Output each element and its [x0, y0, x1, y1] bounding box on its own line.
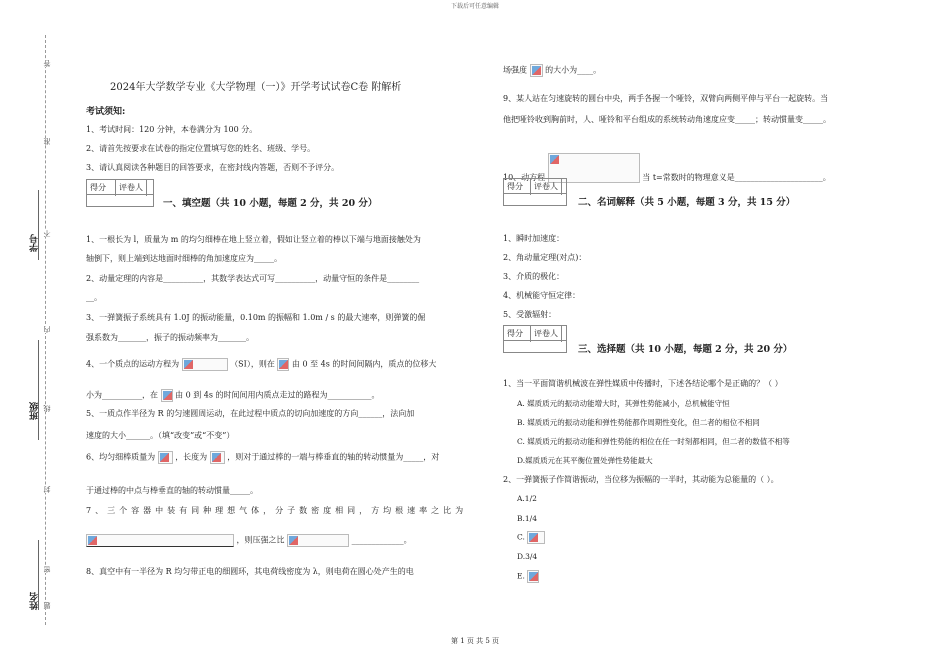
term-item: 4、机械能守恒定律： [503, 291, 581, 300]
name-label: 姓名 [30, 592, 40, 610]
option-text: C. [517, 532, 525, 542]
question-text: 的大小为____。 [545, 65, 602, 75]
class-field[interactable] [38, 340, 39, 440]
formula-image [161, 389, 173, 402]
question-line: 强系数为_______，振子的振动频率为_______。 [86, 333, 254, 342]
seal-mark: 密 [43, 566, 51, 573]
instruction-item: 1、考试时间：120 分钟，本卷满分为 100 分。 [86, 125, 258, 134]
score-box [86, 179, 154, 207]
answer-option [517, 570, 539, 583]
seal-mark: 线 [43, 405, 51, 412]
question-line: 轴倒下，则上端到达地面时细棒的角加速度应为_____。 [86, 254, 282, 263]
question-line: 他把哑铃收到胸前时，人、哑铃和平台组成的系统转动角速度应变_____；转动惯量变_____。 [503, 115, 831, 124]
question-text: 6、均匀细棒质量为 [86, 452, 156, 462]
answer-option: A.1/2 [517, 494, 537, 503]
seal-mark: 题 [43, 602, 51, 609]
answer-option: A. 媒质质元的振动动能增大时，其弹性势能减小，总机械能守恒 [517, 399, 730, 408]
question-text: ，则对于通过棒的一端与棒垂直的轴的转动惯量为_____，对 [227, 452, 440, 462]
formula-image [530, 64, 543, 77]
formula-image [86, 534, 234, 547]
question-line: 9、某人站在匀速旋转的圆台中央，两手各握一个哑铃，双臂向两侧平伸与平台一起旋转。当 [503, 94, 829, 103]
question-line [86, 389, 380, 402]
section2-title: 二、名词解释（共 5 小题，每题 3 分，共 15 分） [578, 197, 796, 208]
formula-image [527, 570, 539, 583]
name-field[interactable] [38, 540, 39, 610]
question-text: 小为__________，在 [86, 390, 158, 400]
instructions-heading: 考试须知: [86, 107, 126, 117]
seal-mark: 准 [43, 138, 51, 145]
question-text: ，则压强之比 [236, 535, 285, 545]
formula-image [158, 451, 173, 464]
page-footer: 第 1 页 共 5 页 [450, 637, 500, 645]
formula-image [277, 358, 289, 371]
grader-label: 评卷人 [116, 180, 147, 196]
formula-image [182, 358, 228, 371]
question-line: __。 [86, 293, 102, 302]
answer-option: C. 媒质质元的振动动能和弹性势能的相位在任一时刻都相同，但二者的数值不相等 [517, 437, 790, 446]
question-text: 4、一个质点的运动方程为 [86, 359, 180, 369]
question-line [86, 451, 439, 464]
question-text: 当 t=常数时的物理意义是______________________。 [642, 173, 831, 182]
answer-option: B.1/4 [517, 514, 537, 523]
term-item: 2、角动量定理(对点)： [503, 253, 587, 262]
answer-option: D.3/4 [517, 552, 538, 561]
question-line [503, 64, 601, 77]
seal-mark: 答 [43, 60, 51, 67]
formula-image [527, 531, 545, 544]
formula-image [210, 451, 225, 464]
grader-label: 评卷人 [531, 179, 562, 195]
question-line: 于通过棒的中点与棒垂直的轴的转动惯量_____。 [86, 486, 258, 495]
student-id-field[interactable] [38, 190, 39, 260]
question-text: 10、动方程 [503, 173, 546, 182]
instruction-item: 3、请认真阅读各种题目的回答要求，在密封线内答题，否则不予评分。 [86, 163, 340, 172]
grader-label: 评卷人 [531, 326, 562, 342]
score-label: 得分 [504, 179, 531, 195]
option-text: E. [517, 571, 525, 581]
seal-mark: 内 [43, 326, 51, 333]
score-label: 得分 [504, 326, 531, 342]
section3-title: 三、选择题（共 10 小题，每题 2 分，共 20 分） [578, 344, 793, 355]
formula-image [287, 534, 349, 547]
question-line: 1、当一平面简谐机械波在弹性媒质中传播时，下述各结论哪个是正确的？（ ） [503, 379, 783, 388]
top-note: 下载后可任意编辑 [450, 3, 499, 10]
answer-option: B. 媒质质元的振动动能和弹性势能都作周期性变化，但二者的相位不相同 [517, 418, 760, 427]
question-line: 5、一质点作半径为 R 的匀速圆周运动，在此过程中质点的切向加速度的方向______，法向加 [86, 409, 415, 418]
question-line: 2、一弹簧振子作简谐振动，当位移为振幅的一半时，其动能为总能量的（ ）。 [503, 475, 779, 484]
student-id-label: 学号 [30, 234, 40, 252]
question-text: _____________。 [351, 535, 412, 545]
score-box [503, 325, 567, 353]
instruction-item: 2、请首先按要求在试卷的指定位置填写您的姓名、班级、学号。 [86, 144, 316, 153]
section1-title: 一、填空题（共 10 小题，每题 2 分，共 20 分） [163, 198, 378, 209]
question-text: 场强度 [503, 65, 527, 75]
question-line: 1、一根长为 l，质量为 m 的均匀细棒在地上竖立着，假如让竖立着的棒以下端与地面接触处为 [86, 235, 421, 244]
question-line: 3、一弹簧振子系统具有 1.0J 的振动能量，0.10m 的振幅和 1.0m / s 的最大速率，则弹簧的倔 [86, 313, 426, 322]
seal-mark: 不 [43, 230, 51, 237]
class-label: 班级 [30, 402, 40, 420]
question-line [86, 534, 412, 547]
term-item: 1、瞬时加速度： [503, 234, 565, 243]
question-text: 由 0 到 4s 的时间间用内质点走过的路程为___________。 [175, 390, 380, 400]
question-line: 7、三个容器中装有同种理想气体，分子数密度相同，方均根速率之比为 [86, 506, 468, 515]
answer-option: D.媒质质元在其平衡位置处弹性势能最大 [517, 456, 653, 465]
seal-mark: 封 [43, 486, 51, 493]
question-text: ，长度为 [175, 452, 208, 462]
score-label: 得分 [87, 180, 116, 196]
exam-title: 2024年大学数学专业《大学物理（一）》开学考试试卷C卷 附解析 [110, 82, 402, 93]
score-box [503, 178, 567, 206]
term-item: 3、介质的极化： [503, 272, 565, 281]
term-item: 5、受激辐射： [503, 310, 557, 319]
question-line: 8、真空中有一半径为 R 均匀带正电的细圆环，其电荷线密度为 λ，则电荷在圆心处产生的电 [86, 567, 414, 576]
question-text: （SI），则在 [230, 359, 275, 369]
question-line: 速度的大小______。（填“改变”或“不变”） [86, 431, 235, 440]
question-line: 2、动量定理的内容是__________，其数学表达式可写__________，动量守恒的条件是________ [86, 274, 420, 283]
answer-option [517, 531, 545, 544]
question-line [86, 358, 436, 371]
question-text: 由 0 至 4s 的时间间隔内，质点的位移大 [291, 359, 437, 369]
